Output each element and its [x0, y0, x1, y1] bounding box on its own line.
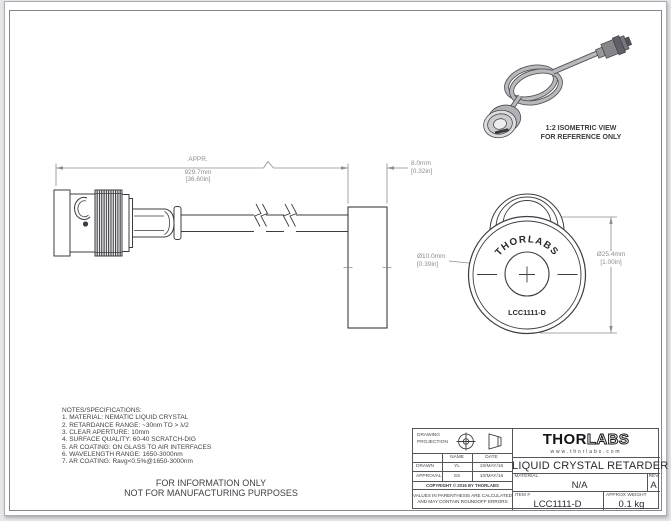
bnc-step-2	[129, 199, 133, 248]
material-value: N/A	[571, 479, 588, 491]
front-view-brand-text: THORLABS	[493, 234, 561, 259]
notes-heading: NOTES/SPECIFICATIONS:	[62, 407, 142, 414]
iso-view-label-line1: 1:2 ISOMETRIC VIEW	[545, 125, 617, 132]
length-dim-mm: 929.7mm	[184, 168, 212, 176]
note-line: 1. MATERIAL: NEMATIC LIQUID CRYSTAL	[62, 414, 189, 422]
arrowhead	[609, 217, 612, 224]
drawn-label: DRAWN	[416, 464, 434, 469]
weight-label: APPROX WEIGHT	[606, 492, 647, 498]
arrowhead	[609, 326, 612, 333]
info-only-watermark	[95, 479, 327, 499]
aperture-dim-mm: Ø10.0mm	[417, 252, 446, 260]
approval-date: 10/MAY/16	[479, 473, 504, 479]
front-view-model-text: LCC1111-D	[508, 308, 546, 317]
drawing-title: LIQUID CRYSTAL RETARDER	[512, 459, 669, 472]
tb-line	[413, 453, 512, 454]
outer-dim-inches: [1.00in]	[586, 259, 636, 267]
width-dim-mm: 8.0mm	[411, 160, 431, 167]
approval-name: SS	[453, 473, 461, 479]
tb-line	[512, 457, 660, 458]
note-line: 3. CLEAR APERTURE: 10mm	[62, 429, 150, 437]
bnc-rear-cap	[54, 190, 70, 256]
drawn-name: YL	[454, 464, 460, 469]
strain-relief-shaft	[133, 209, 175, 237]
item-label: ITEM #	[514, 492, 530, 498]
bnc-slot-pin	[83, 221, 88, 226]
length-dim-qualifier: APPR.	[188, 155, 208, 163]
projection-label-line1: DRAWING	[417, 433, 441, 438]
copyright-text: COPYRIGHT © 2016 BY THORLABS	[426, 482, 499, 488]
logo-url-text: www.thorlabs.com	[550, 449, 622, 455]
info-only-line1: FOR INFORMATION ONLY	[155, 478, 267, 488]
front-view	[469, 194, 586, 334]
logo-labs-text: LABS	[586, 431, 630, 448]
thorlabs-logo	[512, 431, 660, 449]
bnc-step	[122, 195, 129, 252]
arrowhead	[341, 166, 348, 169]
dim-line-break	[264, 162, 274, 169]
note-line: 2. RETARDANCE RANGE: ~30nm TO > λ/2	[62, 421, 189, 429]
iso-view-label-line2: FOR REFERENCE ONLY	[540, 133, 622, 141]
note-line: 7. AR COATING: Ravg<0.5%@1650-3000nm	[62, 458, 193, 466]
info-only-line2: NOT FOR MANUFACTURING PURPOSES	[124, 487, 298, 498]
rev-label: REV	[648, 474, 659, 479]
material-label: MATERIAL	[514, 474, 539, 479]
cable-collar	[174, 207, 181, 240]
iso-view-label	[533, 125, 629, 142]
note-line: 5. AR COATING: ON GLASS TO AIR INTERFACES	[62, 443, 212, 451]
third-angle-projection-symbol	[455, 432, 509, 451]
rev-value: A	[650, 480, 657, 491]
arrowhead	[56, 166, 63, 169]
date-header: DATE	[485, 455, 498, 460]
aperture-dim-inches: [0.39in]	[417, 260, 439, 268]
approval-label: APPROVAL	[416, 473, 442, 479]
arrowhead	[387, 166, 394, 169]
logo-thor-text: THOR	[542, 431, 587, 448]
iso-bnc-connector	[594, 32, 634, 62]
item-value: LCC1111-D	[533, 498, 582, 510]
weight-value: 0.1 kg	[618, 498, 645, 510]
tb-line	[413, 471, 512, 472]
drawn-date: 10/MAY/16	[479, 464, 504, 469]
name-header: NAME	[450, 455, 464, 460]
disclaimer-line2: AND MAY CONTAIN ROUNDOFF ERRORS	[417, 499, 508, 504]
note-line: 4. SURFACE QUALITY: 60-40 SCRATCH-DIG	[62, 436, 196, 444]
outer-dim-mm: Ø25.4mm	[586, 251, 636, 259]
width-dim-inches: [0.32in]	[411, 168, 433, 175]
projection-cone-symbol	[489, 434, 501, 449]
note-line: 6. WAVELENGTH RANGE: 1650-3000nm	[62, 451, 183, 459]
bnc-knurled-ring	[95, 190, 122, 256]
title-block	[412, 428, 669, 510]
notes-block	[62, 407, 211, 466]
length-dim-inches: [36.60in]	[185, 176, 211, 184]
projection-crosshair	[457, 432, 476, 450]
side-view-bnc-connector	[54, 190, 387, 328]
tb-line	[413, 462, 512, 463]
tb-line	[413, 489, 512, 490]
bnc-body	[70, 194, 95, 252]
housing-side-view	[348, 207, 387, 328]
projection-label-line2: PROJECTION	[417, 439, 448, 445]
iso-retarder-head	[480, 102, 525, 141]
disclaimer-line1: VALUES IN PARENTHESIS ARE CALCULATED	[413, 493, 512, 498]
